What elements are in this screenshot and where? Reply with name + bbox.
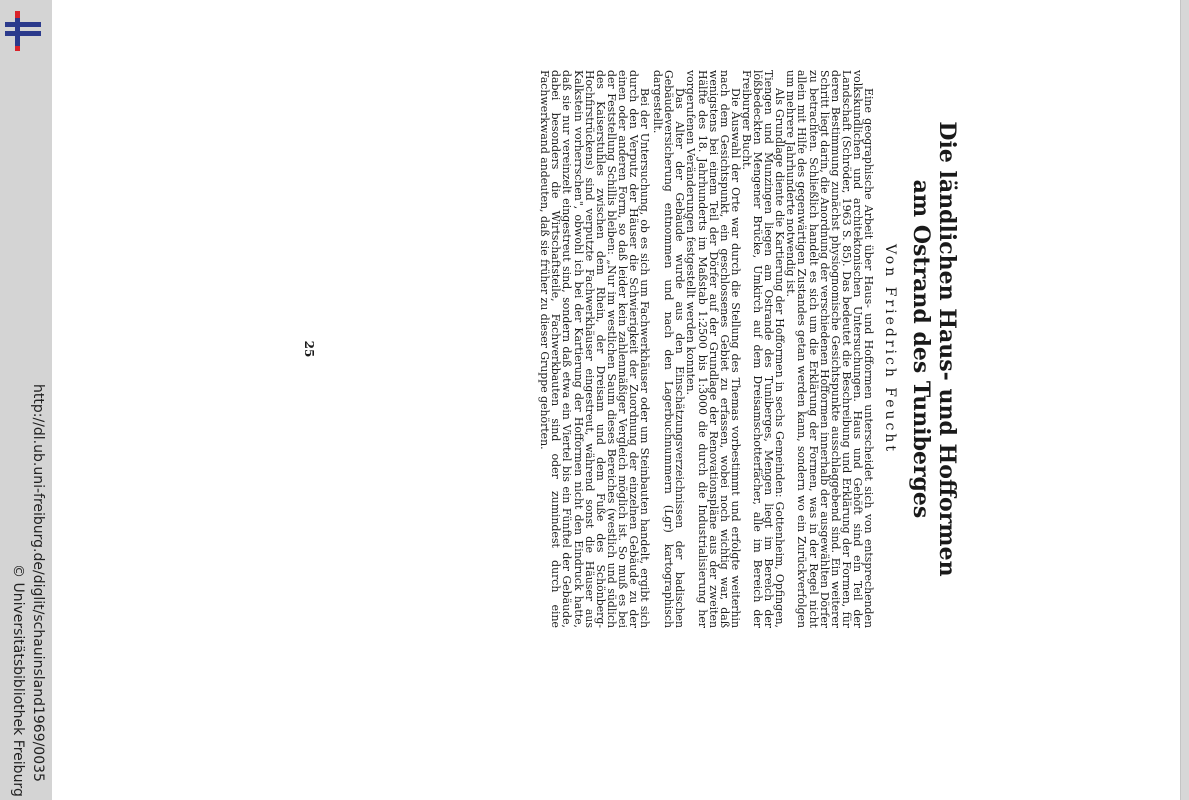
scrollbar[interactable] <box>1180 0 1189 800</box>
page-number: 25 <box>302 340 316 358</box>
article-body <box>539 70 874 628</box>
document-page <box>300 70 960 628</box>
source-url-link[interactable]: http://dl.ub.uni-freiburg.de/diglit/schauinsland1969/0035 <box>30 384 46 782</box>
title-line-1: Die ländlichen Haus- und Hofformen <box>934 121 960 577</box>
title-line-2: am Ostrand des Tuniberges <box>908 179 934 519</box>
article-byline: Von Friedrich Feucht <box>882 243 898 455</box>
copyright-notice: © Universitätsbibliothek Freiburg <box>10 564 26 797</box>
paragraph: Als Grundlage diente die Kartierung der Hofformen in sechs Gemeinden: Gottenheim, Opfingen, Tiengen und Munzingen liegen am Ostrande des Tuniberges, Mengen liegt im Bereich der lößbedeckten Mengener Brücke, Umkirch auf dem Dreisamschotterfächer, alle im Bereich der Freiburger Bucht. <box>739 70 787 628</box>
article-title <box>908 70 960 628</box>
paragraph: Das Alter der Gebäude wurde aus den Einschätzungsverzeichnissen der badischen Gebäudeversicherung entnommen und nach den Lagerbuchnummern (Lgr) kartographisch dargestellt. <box>651 70 687 628</box>
paragraph: Eine geographische Arbeit über Haus- und Hofformen unterscheidet sich von entsprechenden volkskundlichen und architektonischen Untersuchungen. Haus und Gehöft sind ein Teil der Landschaft (Schröder, 1963 S. 85). Das bedeutet die Beschreibung und Erklärung der Formen, für deren Bestimmung zunächst physiognomische Gesichtspunkte ausschlaggebend sind. Ein weiterer Schritt liegt darin, die Anordnung der verschiedenen Hofformen innerhalb der ausgewählten Dörfer zu betrachten. Schließlich handelt es sich um die Erklärung der Formen, was in der Regel nicht allein mit Hilfe des gegenwärtigen Zustandes getan werden kann, sondern wo ein Zurückverfolgen um mehrere Jahrhunderte notwendig ist. <box>784 70 875 628</box>
paragraph: Bei der Untersuchung, ob es sich um Fachwerkhäuser oder um Steinbauten handelt, ergibt sich durch den Verputz der Häuser die Schwierigkeit der Zuordnung der einzelnen Gebäude zu der einen oder anderen Form, so daß leider kein zahlenmäßiger Vergleich möglich ist. So muß es bei der Feststellung Schillis bleiben: „Nur im westlichen Saum dieses Bereiches (westlich und südlich des Kaiserstuhles zwischen dem Rhein, der Dreisam und dem Fuße des Schönberg-Hochfirstrückens) sind verputzte Fachwerkhäuser eingestreut, während sonst die Häuser aus Kalkstein vorherrschen", obwohl ich bei der Kartierung der Hofformen nicht den Eindruck hatte, daß sie nur vereinzelt eingestreut sind, sondern daß etwa ein Viertel bis ein Fünftel der Gebäude, dabei besonders die Wirtschaftsteile, Fachwerkbauten sind oder zumindest durch eine Fachwerkwand andeuten, daß sie früher zu dieser Gruppe gehörten. <box>538 70 652 628</box>
paragraph: Die Auswahl der Orte war durch die Stellung des Themas vorbestimmt und erfolgte weiterhin nach dem Gesichtspunkt, ein geschlossenes Gebiet zu erfassen, wobei noch wichtig war, daß wenigstens bei einem Teil der Dörfer auf der Grundlage der Renovationspläne aus der zweiten Hälfte des 18. Jahrhunderts im Maßstab 1:2500 bis 1:3000 die durch die Industrialisierung her vorgerufenen Veränderungen festgestellt werden konnten. <box>684 70 742 628</box>
